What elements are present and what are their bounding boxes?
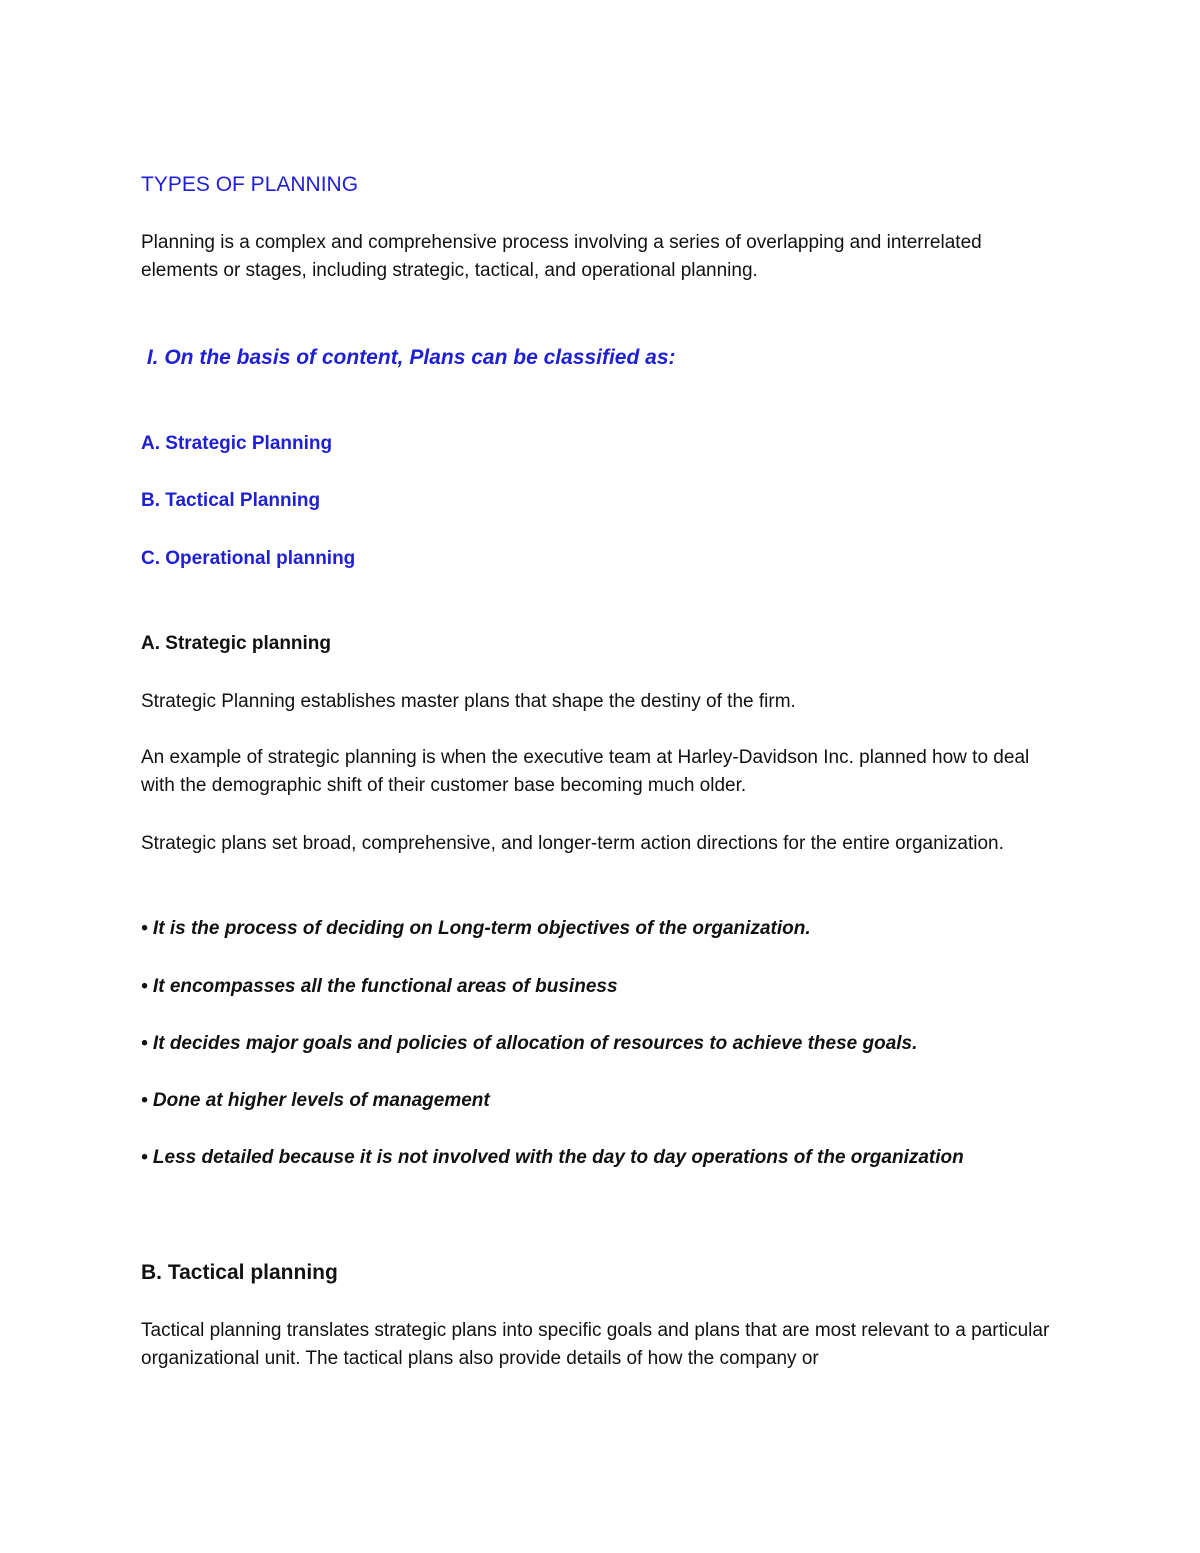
document-title: TYPES OF PLANNING [141, 173, 359, 196]
toc-item-tactical: B. Tactical Planning [141, 490, 321, 511]
strategic-paragraph-1: Strategic Planning establishes master plans that shape the destiny of the firm. [141, 691, 796, 712]
toc-item-operational: C. Operational planning [141, 548, 356, 569]
section-heading-text: I. On the basis of content, Plans can be classified as: [141, 346, 676, 369]
tactical-paragraph: Tactical planning translates strategic plans into specific goals and plans that are most relevant to a particular organizational unit. The tactical plans also provide details of how the company or [141, 1320, 1050, 1369]
section-heading [141, 343, 1061, 373]
strategic-bullet-4: • Done at higher levels of management [141, 1090, 490, 1111]
tactical-heading: B. Tactical planning [141, 1261, 338, 1284]
strategic-bullet-3: • It decides major goals and policies of allocation of resources to achieve these goals. [141, 1033, 918, 1054]
strategic-heading: A. Strategic planning [141, 633, 332, 654]
strategic-paragraph-3: Strategic plans set broad, comprehensive, and longer-term action directions for the entire organization. [141, 833, 1004, 854]
strategic-bullet-1: • It is the process of deciding on Long-term objectives of the organization. [141, 918, 811, 939]
toc-item-strategic: A. Strategic Planning [141, 433, 333, 454]
strategic-bullet-5: • Less detailed because it is not involved with the day to day operations of the organization [141, 1147, 964, 1168]
strategic-bullet-2: • It encompasses all the functional areas of business [141, 976, 618, 997]
intro-paragraph: Planning is a complex and comprehensive process involving a series of overlapping and interrelated elements or stages, including strategic, tactical, and operational planning. [141, 232, 982, 281]
strategic-paragraph-2: An example of strategic planning is when the executive team at Harley-Davidson Inc. planned how to deal with the demographic shift of their customer base becoming much older. [141, 747, 1030, 796]
